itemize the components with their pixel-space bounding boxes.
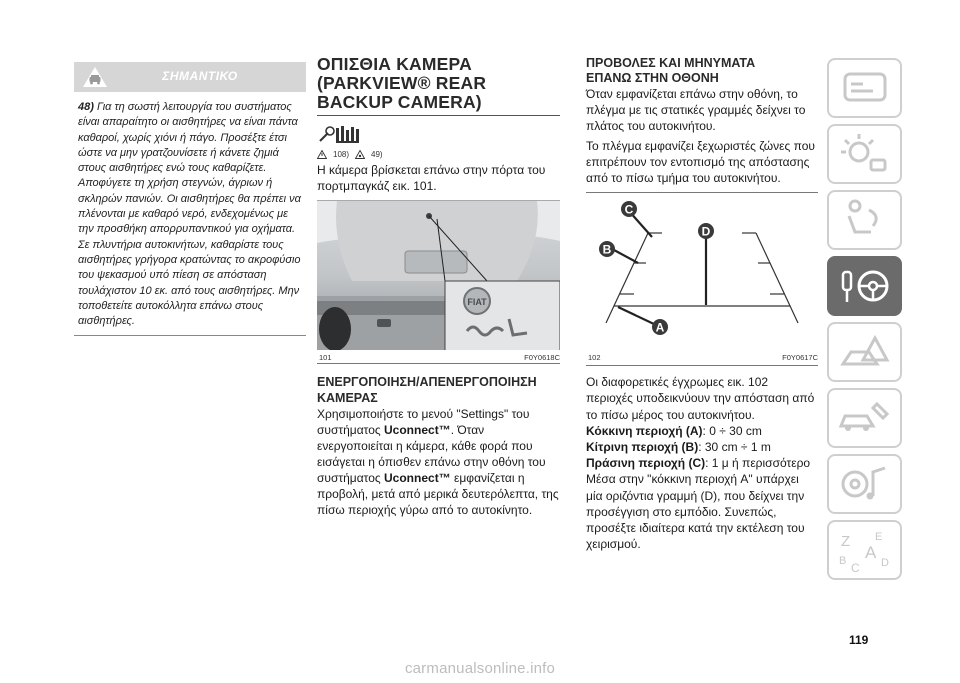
- tab-multimedia[interactable]: [827, 454, 902, 514]
- zone-green-value: : 1 μ ή περισσότερο: [705, 456, 811, 471]
- svg-text:E: E: [875, 531, 883, 543]
- ref-108: 108): [333, 149, 350, 159]
- zone-red: [586, 423, 818, 439]
- screen-title-line2: ΕΠΑΝΩ ΣΤΗΝ ΟΘΟΝΗ: [586, 71, 719, 85]
- zone-yellow-value: : 30 cm ÷ 1 m: [698, 440, 771, 455]
- parking-grid-diagram: [586, 193, 818, 353]
- svg-text:Z: Z: [841, 533, 851, 550]
- zone-green-label: Πράσινη περιοχή (C): [586, 456, 706, 471]
- activation-text-part3: εμφανίζεται η προβολή, μετά από μερικά δευτερόλεπτα, της πίσω περιοχής γύρω από το αυτοκίνητο.: [317, 471, 559, 517]
- watermark: carmanualsonline.info: [404, 660, 556, 677]
- zone-yellow: [586, 439, 818, 455]
- zone-green: [586, 455, 818, 471]
- activation-text: [317, 406, 560, 518]
- screen-section: [586, 56, 818, 552]
- activation-text-part2: . Όταν ενεργοποιείται η κάμερα, κάθε φορά που εισάγεται η όπισθεν επάνω στην οθόνη του συστήματος: [317, 423, 546, 485]
- svg-text:A: A: [865, 543, 877, 562]
- camera-title: [317, 55, 560, 112]
- tab-maintenance[interactable]: [827, 388, 902, 448]
- warning-box: [74, 62, 306, 336]
- emergency-warning-icon: [829, 324, 900, 380]
- callout-a-label: A: [655, 320, 665, 335]
- grid-width-text: Όταν εμφανίζεται επάνω στην οθόνη, το πλέγμα με τις στατικές γραμμές δείχνει το πλάτος του αυτοκινήτου.: [586, 87, 806, 134]
- tab-emergency[interactable]: [827, 322, 902, 382]
- figure-102-code: F0Y0617C: [782, 353, 818, 363]
- screen-title-line1: ΠΡΟΒΟΛΕΣ ΚΑΙ ΜΗΝΥΜΑΤΑ: [586, 56, 756, 70]
- uconnect-brand-1: Uconnect™: [384, 423, 451, 437]
- figure-101-number: 101: [319, 353, 332, 362]
- figure-102-number: 102: [588, 353, 601, 363]
- airbag-seat-icon: [829, 192, 900, 248]
- warning-title: ΣΗΜΑΝΤΙΚΟ: [162, 69, 238, 83]
- figure-101-code: F0Y0618C: [524, 353, 560, 362]
- page-number: 119: [849, 633, 869, 647]
- svg-text:C: C: [851, 561, 860, 575]
- camera-intro: Η κάμερα βρίσκεται επάνω στην πόρτα του πορτμπαγκάζ εικ. 101.: [317, 163, 546, 193]
- svg-text:D: D: [881, 557, 889, 569]
- figure-102-caption: [586, 353, 818, 366]
- camera-title-line1: ΟΠΙΣΘΙΑ ΚΑΜΕΡΑ: [317, 54, 472, 74]
- warning-text: [74, 92, 306, 336]
- zones-lead: Οι διαφορετικές έγχρωμες εικ. 102 περιοχές υποδεικνύουν την απόσταση από το πίσω μέρος του αυτοκινήτου.: [586, 375, 815, 422]
- grid-zones-text: Το πλέγμα εμφανίζει ξεχωριστές ζώνες που επιτρέπουν τον εντοπισμό της απόστασης από το πίσω τμήμα του αυτοκινήτου.: [586, 138, 815, 186]
- feature-icons: [317, 124, 560, 146]
- warning-header: [74, 62, 306, 92]
- zone-yellow-label: Κίτρινη περιοχή (B): [586, 440, 699, 455]
- tab-dashboard[interactable]: [827, 58, 902, 118]
- multimedia-icon: [829, 456, 900, 512]
- rear-car-photo: [317, 200, 560, 350]
- activation-heading: ΕΝΕΡΓΟΠΟΙΗΣΗ/ΑΠΕΝΕΡΓΟΠΟΙΗΣΗ ΚΑΜΕΡΑΣ: [317, 375, 537, 405]
- camera-title-line3: BACKUP CAMERA): [317, 92, 482, 112]
- svg-text:B: B: [839, 555, 847, 567]
- index-letters-icon: [829, 522, 900, 578]
- camera-title-line2: (PARKVIEW® REAR: [317, 73, 487, 93]
- warning-references: [317, 148, 560, 160]
- zone-red-value: : 0 ÷ 30 cm: [702, 423, 762, 438]
- warning-triangle-icon: [317, 150, 327, 159]
- warning-body: Για τη σωστή λειτουργία του συστήματος είναι απαραίτητο οι αισθητήρες να είναι πάντα καθαροί, χωρίς χιόνι ή πάγο. Προσέξτε έτσι ώστε να μην γρατζουνίσετε ή κάνετε ζημιά στους αισθητήρες ενώ τους καθαρίζετε. Αποφύγετε τη χρήση στεγνών, άγριων ή σκληρών πανιών. Οι αισθητήρες θα πρέπει να πλένονται με καθαρό νερό, ενδεχομένως με την προσθήκη απορρυπαντικού για οχήματα. Σε πλυντήρια αυτοκινήτων, καθαρίστε τους αισθητήρες γρήγορα κρατώντας το ακροφύσιο του ψεκασμού υπό πίεση σε απόσταση τουλάχιστον 10 εκ. από τους αισθητήρες. Μην τοποθετείτε αυτοκόλλητα επάνω στους αισθητήρες.: [78, 101, 301, 328]
- title-divider: [317, 115, 560, 116]
- figure-102: [586, 193, 818, 353]
- chapter-tabs: [827, 58, 902, 586]
- lights-icon: [829, 126, 900, 182]
- tab-lights[interactable]: [827, 124, 902, 184]
- camera-section: [317, 55, 560, 518]
- closing-text: Μέσα στην "κόκκινη περιοχή A" υπάρχει μία οριζόντια γραμμή (D), που δείχνει την προσέγγιση στο εμπόδιο. Συνεπώς, προσέξτε ιδιαίτερα κατά την εκτέλεση του χειρισμού.: [586, 472, 805, 552]
- uconnect-brand-2: Uconnect™: [384, 471, 451, 485]
- callout-b-label: B: [602, 242, 612, 257]
- key-steering-wheel-icon: [829, 258, 900, 314]
- rear-car-illustration: [317, 201, 560, 350]
- ref-49: 49): [371, 149, 383, 159]
- warning-number: 48): [78, 101, 94, 113]
- screen-title: [586, 56, 818, 86]
- svg-text:FIAT: FIAT: [467, 297, 487, 307]
- wrench-option-icon: [317, 124, 377, 146]
- tab-index[interactable]: [827, 520, 902, 580]
- tab-safety[interactable]: [827, 190, 902, 250]
- activation-text-part1: Χρησιμοποιήστε το μενού "Settings" του συστήματος: [317, 407, 530, 437]
- tab-starting-driving[interactable]: [827, 256, 902, 316]
- zone-red-label: Κόκκινη περιοχή (A): [586, 423, 703, 438]
- callout-c-label: C: [624, 202, 634, 217]
- callout-d-label: D: [701, 224, 711, 239]
- figure-101: [317, 200, 560, 364]
- figure-101-caption: [317, 350, 560, 364]
- caution-triangle-icon: [355, 150, 365, 159]
- maintenance-car-icon: [829, 390, 900, 446]
- dashboard-icon: [829, 60, 900, 116]
